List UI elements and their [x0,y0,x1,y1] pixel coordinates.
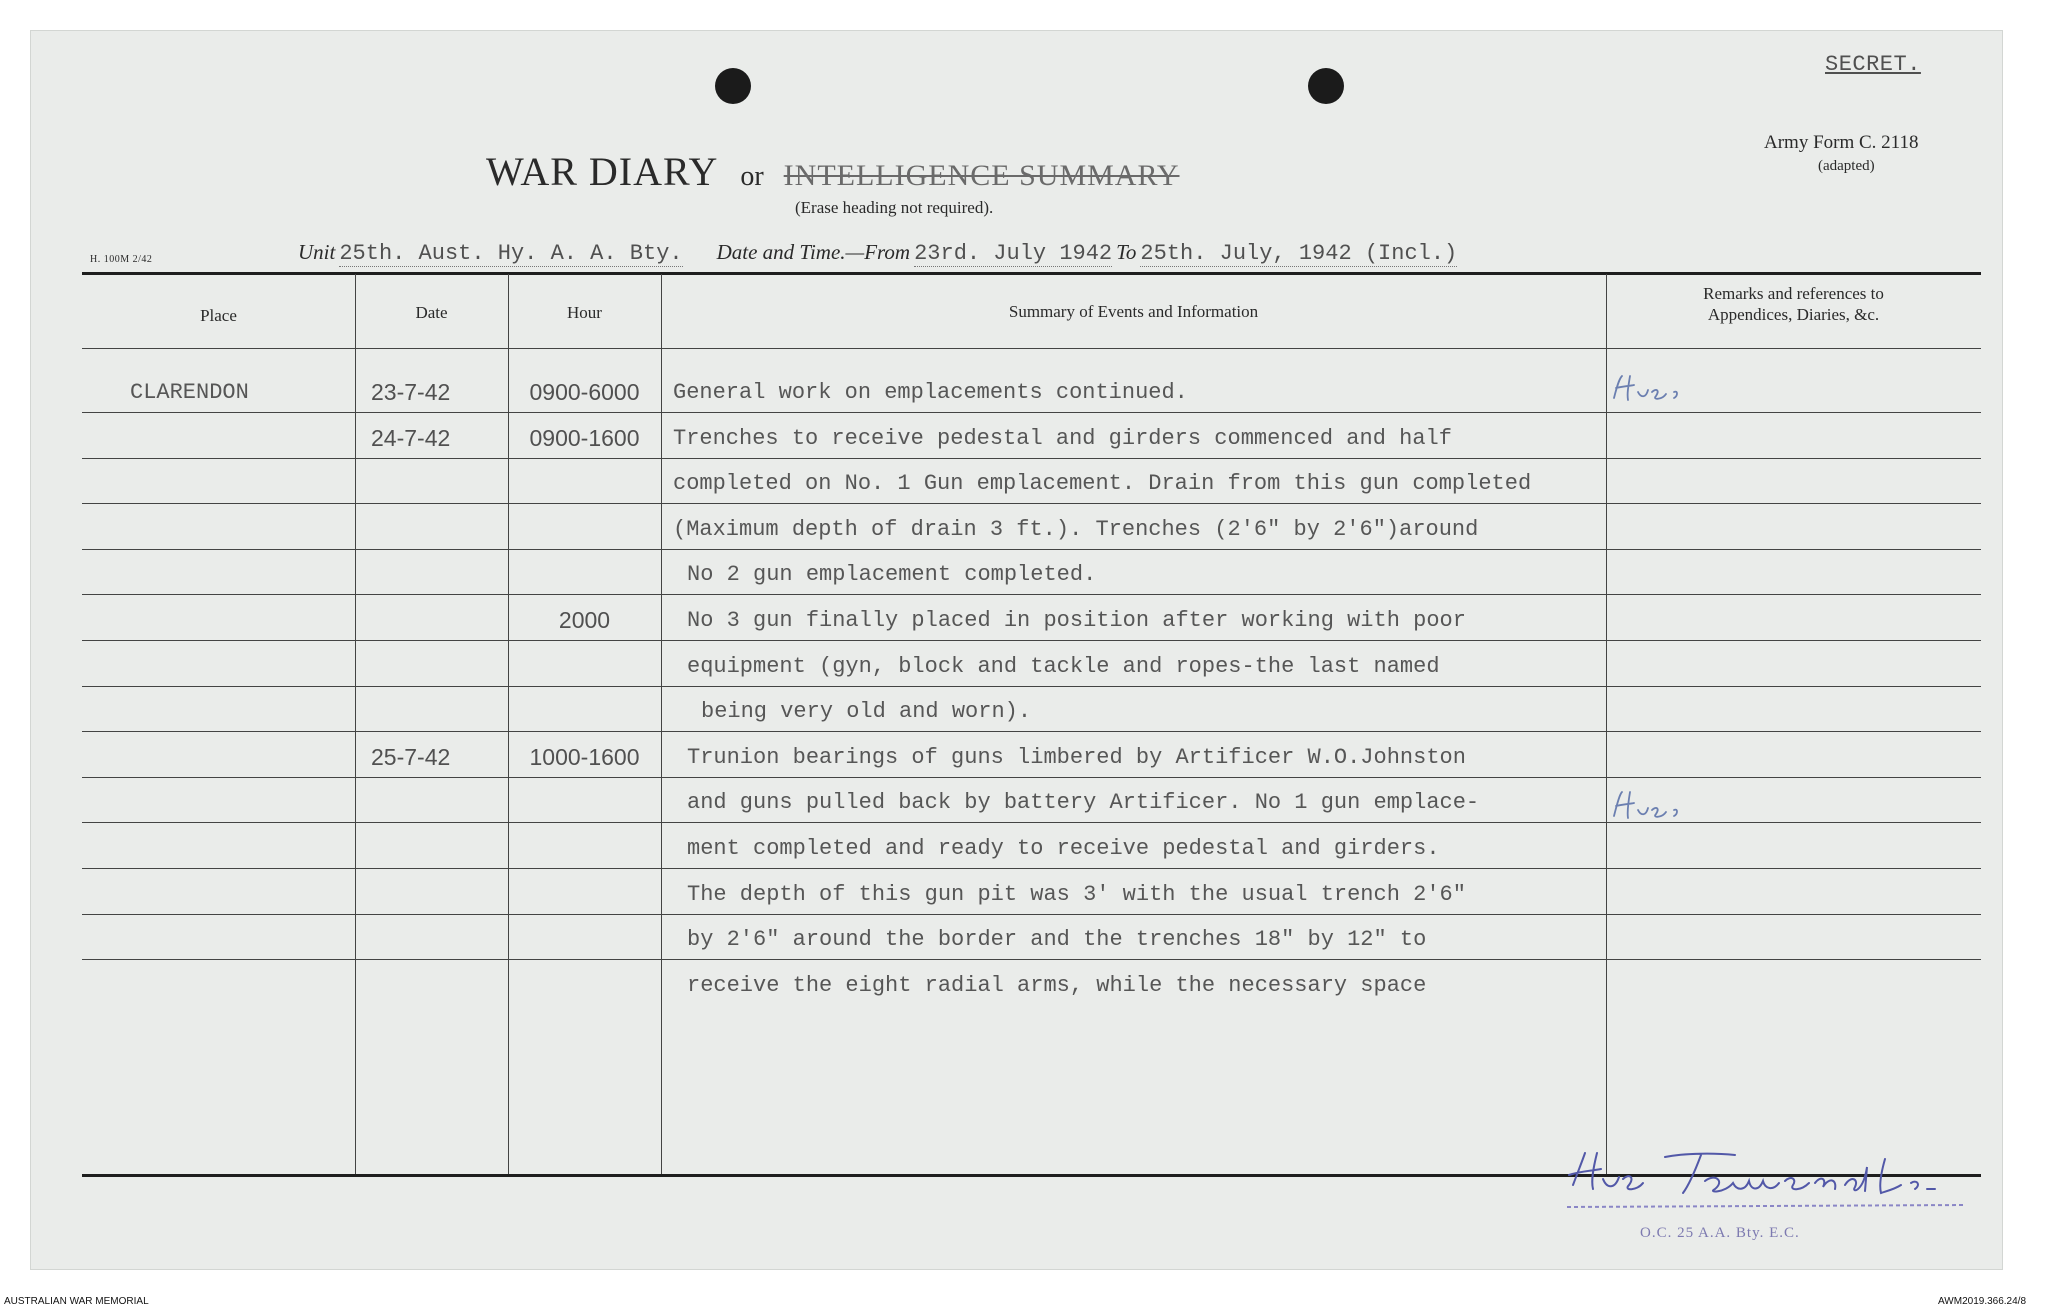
row-rule [82,731,1981,732]
entry-summary-line: equipment (gyn, block and tackle and ropes-the last named [687,654,1440,679]
officer-signature [1565,1132,1985,1225]
row-rule [82,458,1981,459]
entry-summary-line: The depth of this gun pit was 3' with the usual trench 2'6" [687,882,1466,907]
form-print-code: H. 100M 2/42 [90,254,153,265]
col-header-remarks [1606,283,1981,325]
heading-or: or [740,161,764,192]
archive-institution: AUSTRALIAN WAR MEMORIAL [4,1296,149,1307]
col-divider-place-date [355,274,356,1174]
row-rule [82,549,1981,550]
row-rule [82,959,1981,960]
col-header-summary: Summary of Events and Information [1008,302,1259,321]
row-rule [82,503,1981,504]
row-rule [82,868,1981,869]
header-bottom-rule [82,348,1981,349]
col-divider-hour-summary [661,274,662,1174]
col-divider-date-hour [508,274,509,1174]
entry-summary-line: ment completed and ready to receive pedestal and girders. [687,836,1440,861]
remarks-header-line-1: Remarks and references to [1703,284,1884,303]
archive-reference: AWM2019.366.24/8 [1938,1296,2027,1307]
war-diary-form [30,30,2003,1270]
erase-note: (Erase heading not required). [795,198,994,217]
date-to-value: 25th. July, 1942 (Incl.) [1140,241,1458,266]
table-top-rule [82,272,1981,275]
entry-summary-line: completed on No. 1 Gun emplacement. Drain from this gun completed [673,471,1532,496]
entry-summary-line: (Maximum depth of drain 3 ft.). Trenches (2'6" by 2'6")around [673,517,1479,542]
entry-hour: 0900-6000 [529,379,640,405]
col-divider-summary-remarks [1606,274,1607,1174]
entry-summary-line: and guns pulled back by battery Artificer. No 1 gun emplace- [687,790,1480,815]
entry-hour: 0900-1600 [529,425,640,451]
entry-date: 23-7-42 [371,379,451,405]
entry-summary-line: No 3 gun finally placed in position after working with poor [687,608,1466,633]
entry-summary-line: receive the eight radial arms, while the necessary space [687,973,1427,998]
unit-label: Unit [298,240,336,264]
unit-value: 25th. Aust. Hy. A. A. Bty. [339,241,683,266]
entry-hour: 1000-1600 [529,744,640,770]
signature-title-stamp: O.C. 25 A.A. Bty. E.C. [1640,1225,1800,1241]
document-heading [486,148,1180,195]
entry-summary-line: Trunion bearings of guns limbered by Artificer W.O.Johnston [687,745,1466,770]
remark-initials-2 [1608,786,1728,826]
entry-summary-line: General work on emplacements continued. [673,380,1188,405]
row-rule [82,412,1981,413]
punch-hole-left [715,68,751,104]
entry-summary-line: being very old and worn). [701,699,1032,724]
date-time-label: Date and Time.—From [716,240,911,264]
heading-struck-intelligence-summary: INTELLIGENCE SUMMARY [783,159,1180,192]
punch-hole-right [1308,68,1344,104]
entry-summary-line: by 2'6" around the border and the trenches 18" by 12" to [687,927,1427,952]
classification-mark: SECRET. [1825,52,1921,77]
remarks-header-line-2: Appendices, Diaries, &c. [1707,305,1880,324]
row-rule [82,914,1981,915]
row-rule [82,594,1981,595]
signature-text: Hus Townsend Lt. [1565,1132,1683,1149]
entry-date: 25-7-42 [371,744,451,770]
col-header-hour: Hour [567,303,602,322]
entry-hour: 2000 [558,607,611,633]
row-rule [82,640,1981,641]
remark-initials-1 [1608,370,1728,410]
entry-summary-line: No 2 gun emplacement completed. [687,562,1097,587]
col-header-place: Place [200,306,237,325]
row-rule [82,777,1981,778]
entry-date: 24-7-42 [371,425,451,451]
entry-place: CLARENDON [130,380,249,405]
form-number: Army Form C. 2118 [1764,132,1919,153]
date-from-value: 23rd. July 1942 [914,241,1113,266]
heading-war-diary: WAR DIARY [486,149,719,194]
col-header-date: Date [415,303,448,322]
to-label: To [1116,240,1137,264]
entry-summary-line: Trenches to receive pedestal and girders commenced and half [673,426,1452,451]
form-adapted-note: (adapted) [1818,158,1875,174]
unit-date-line [298,240,1457,266]
row-rule [82,686,1981,687]
